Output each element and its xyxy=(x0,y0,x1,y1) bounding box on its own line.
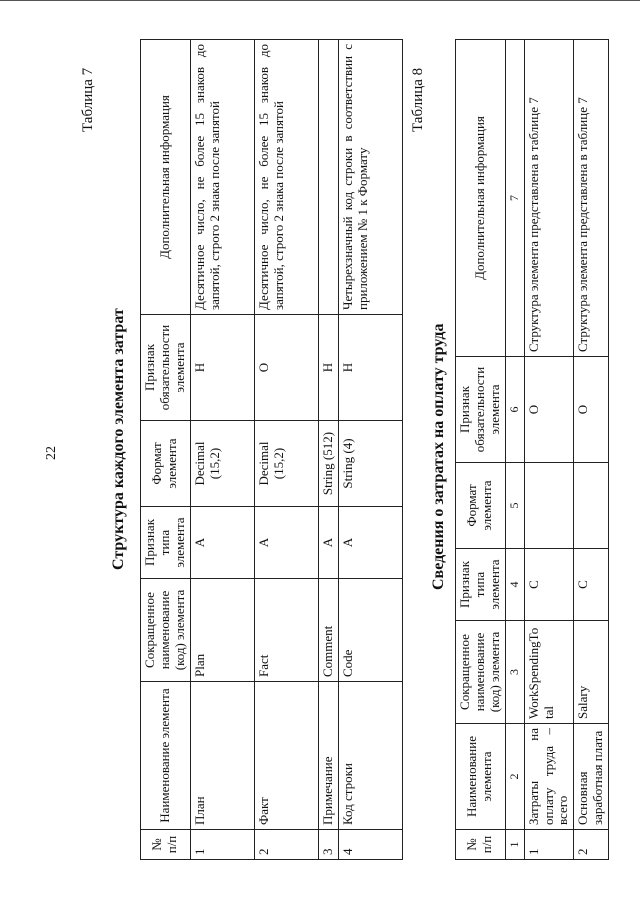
header-cell: № п/п xyxy=(456,830,506,860)
table-row xyxy=(338,40,402,860)
table8-header-row xyxy=(456,40,506,860)
cell-name: Основная заработная плата xyxy=(574,724,609,830)
cell-name: Примечание xyxy=(318,682,338,830)
index-cell: 4 xyxy=(505,549,524,621)
cell-required: Н xyxy=(338,315,402,421)
cell-type: С xyxy=(574,549,609,621)
cell-type: А xyxy=(338,507,402,579)
index-cell: 2 xyxy=(505,724,524,830)
table8-caption: Таблица 8 xyxy=(410,67,426,132)
cell-name: Код строки xyxy=(338,682,402,830)
index-cell: 7 xyxy=(505,40,524,357)
cell-required: О xyxy=(574,357,609,463)
table8 xyxy=(455,39,609,860)
cell-type: С xyxy=(524,549,574,621)
header-cell: Наименование элемента xyxy=(141,682,191,830)
table8-index-row xyxy=(505,40,524,860)
header-cell: Признак обязательности элемента xyxy=(456,357,506,463)
cell-required: О xyxy=(524,357,574,463)
page-number: 22 xyxy=(44,446,59,460)
cell-format xyxy=(574,463,609,549)
header-cell: Дополнительная информация xyxy=(141,40,191,315)
header-cell: № п/п xyxy=(141,830,191,860)
index-cell: 3 xyxy=(505,621,524,724)
header-cell: Признак типа элемента xyxy=(456,549,506,621)
cell-info: Структура элемента представлена в таблице 7 xyxy=(574,40,609,357)
cell-name: Факт xyxy=(254,682,318,830)
cell-num: 1 xyxy=(190,830,254,860)
cell-info xyxy=(318,40,338,315)
cell-type: А xyxy=(318,507,338,579)
cell-info: Структура элемента представлена в таблице 7 xyxy=(524,40,574,357)
cell-info: Десятичное число, не более 15 знаков до запятой, строго 2 знака после запятой xyxy=(190,40,254,315)
header-cell: Формат элемента xyxy=(456,463,506,549)
table7-header-row xyxy=(141,40,191,860)
table-row xyxy=(574,40,609,860)
table7-title: Структура каждого элемента затрат xyxy=(110,308,127,570)
cell-required: О xyxy=(254,315,318,421)
index-cell: 6 xyxy=(505,357,524,463)
cell-num: 2 xyxy=(574,830,609,860)
table-row xyxy=(190,40,254,860)
cell-code: Code xyxy=(338,579,402,682)
cell-code: Salary xyxy=(574,621,609,724)
cell-required: Н xyxy=(190,315,254,421)
cell-code: Plan xyxy=(190,579,254,682)
cell-format: Decimal (15,2) xyxy=(254,421,318,507)
table-row xyxy=(524,40,574,860)
cell-format: Decimal (15,2) xyxy=(190,421,254,507)
header-cell: Наименование элемента xyxy=(456,724,506,830)
header-cell: Сокращенное наименование (код) элемента xyxy=(456,621,506,724)
index-cell: 1 xyxy=(505,830,524,860)
cell-format: String (4) xyxy=(338,421,402,507)
table-row xyxy=(318,40,338,860)
cell-info: Четырехзначный код строки в соответствии с приложением № 1 к Формату xyxy=(338,40,402,315)
cell-type: А xyxy=(190,507,254,579)
cell-format xyxy=(524,463,574,549)
table8-title: Сведения о затратах на оплату труда xyxy=(430,323,447,590)
cell-name: Затраты на оплату труда – всего xyxy=(524,724,574,830)
cell-info: Десятичное число, не более 15 знаков до запятой, строго 2 знака после запятой xyxy=(254,40,318,315)
cell-format: String (512) xyxy=(318,421,338,507)
cell-num: 4 xyxy=(338,830,402,860)
table7 xyxy=(140,39,403,860)
table7-caption: Таблица 7 xyxy=(80,67,96,132)
index-cell: 5 xyxy=(505,463,524,549)
cell-code: WorkSpendingTotal xyxy=(524,621,574,724)
cell-code: Fact xyxy=(254,579,318,682)
cell-num: 3 xyxy=(318,830,338,860)
cell-num: 1 xyxy=(524,830,574,860)
cell-type: А xyxy=(254,507,318,579)
cell-name: План xyxy=(190,682,254,830)
header-cell: Признак обязательности элемента xyxy=(141,315,191,421)
header-cell: Сокращенное наименование (код) элемента xyxy=(141,579,191,682)
header-cell: Дополнительная информация xyxy=(456,40,506,357)
cell-num: 2 xyxy=(254,830,318,860)
header-cell: Формат элемента xyxy=(141,421,191,507)
header-cell: Признак типа элемента xyxy=(141,507,191,579)
table-row xyxy=(254,40,318,860)
cell-required: Н xyxy=(318,315,338,421)
cell-code: Comment xyxy=(318,579,338,682)
